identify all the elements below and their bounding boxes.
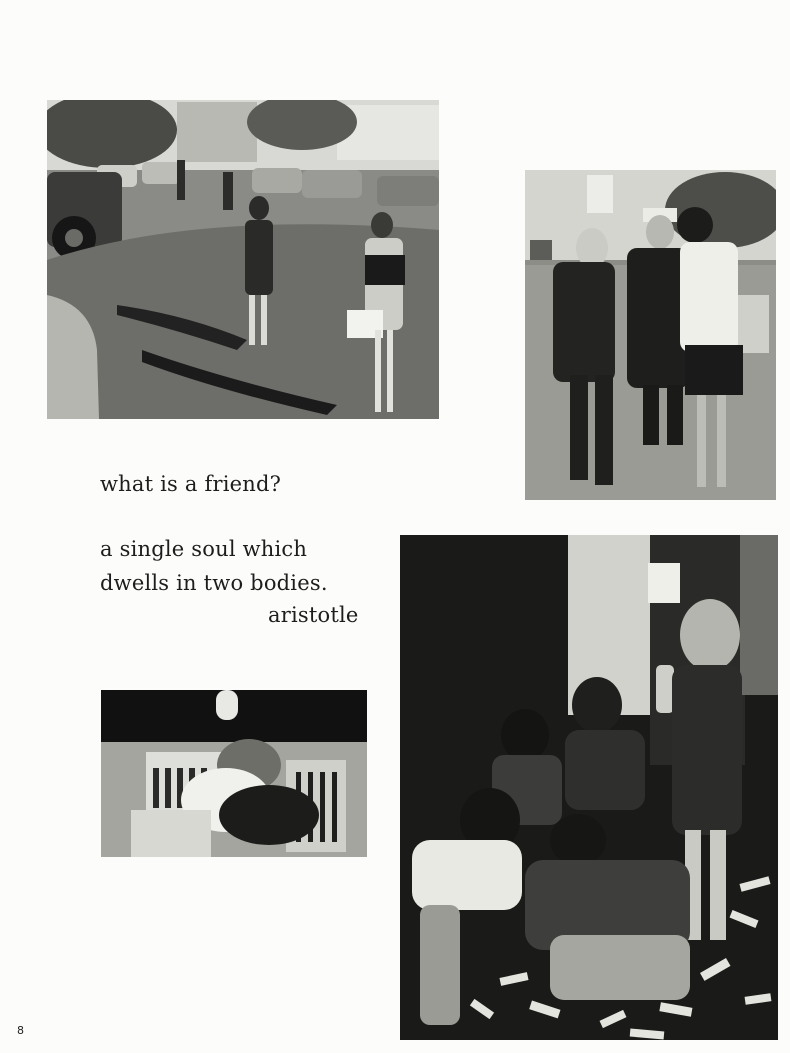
conversation-image — [525, 170, 776, 500]
quote-answer-line-1: a single soul which — [100, 537, 308, 561]
page-number: 8 — [17, 1024, 24, 1037]
embrace-image — [101, 690, 367, 857]
quote-attribution: aristotle — [268, 603, 359, 627]
photo-embrace-in-hallway — [101, 690, 367, 857]
group-image — [400, 535, 778, 1040]
photo-group-on-floor — [400, 535, 778, 1040]
students-walking-image — [47, 100, 439, 419]
photo-conversation-on-lawn — [525, 170, 776, 500]
quote-question: what is a friend? — [100, 472, 282, 496]
photo-students-walking — [47, 100, 439, 419]
quote-answer-line-2: dwells in two bodies. — [100, 571, 328, 595]
